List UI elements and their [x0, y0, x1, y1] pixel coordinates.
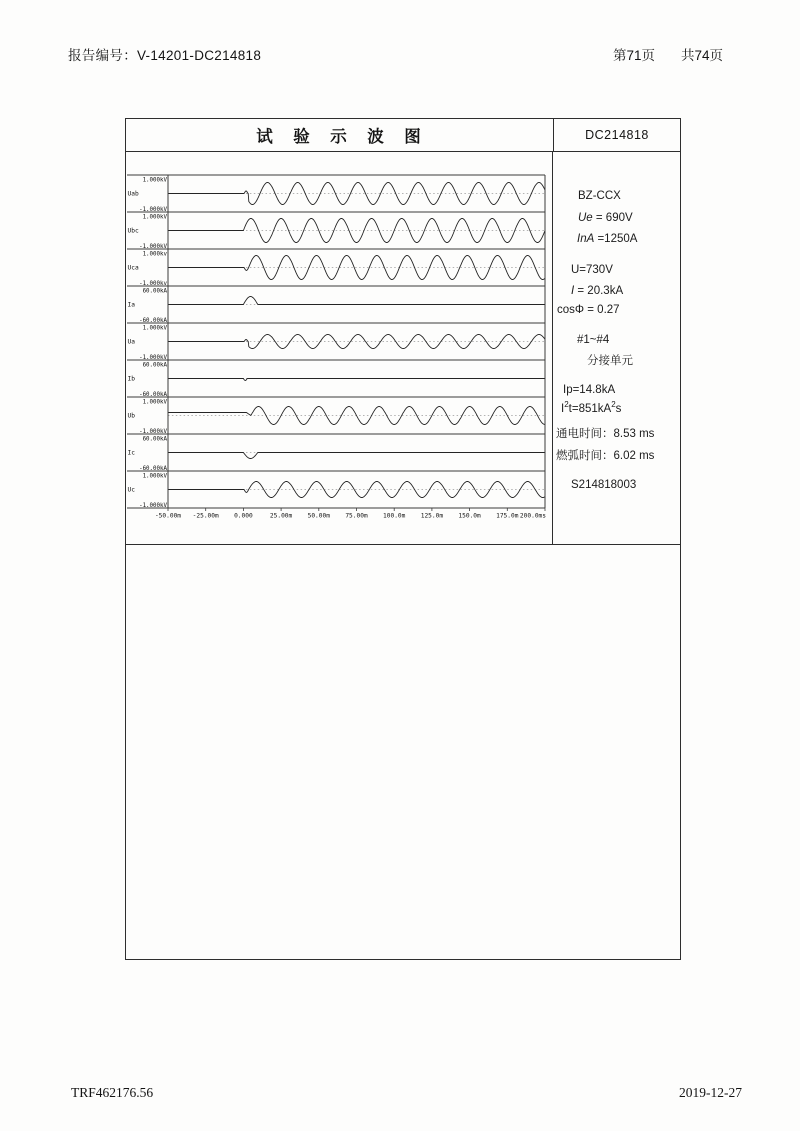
- parameter-line: [557, 304, 620, 316]
- scale-top-label: 60.00kA: [142, 436, 167, 443]
- scale-top-label: 1.000kV: [142, 325, 167, 332]
- channel-name-label: Ia: [127, 301, 135, 309]
- report-number: 报告编号：V-14201-DC214818: [68, 48, 262, 63]
- scale-bottom-label: -1.000kv: [139, 280, 167, 287]
- scale-top-label: 1.000kv: [142, 251, 167, 258]
- channel-name-label: Ubc: [127, 227, 139, 235]
- parameter-text: = 20.3kA: [574, 285, 624, 297]
- parameter-line: [578, 190, 621, 202]
- parameter-text: s: [615, 403, 622, 415]
- parameter-line: [578, 212, 633, 224]
- oscillogram-section: [126, 152, 680, 545]
- parameter-text: S214818003: [571, 479, 637, 491]
- scale-bottom-label: -60.00kA: [139, 465, 167, 472]
- scale-bottom-label: -1.000kV: [139, 354, 167, 361]
- parameter-text: I: [571, 285, 575, 297]
- channel-name-label: Uc: [127, 486, 135, 494]
- parameter-line: [571, 285, 623, 297]
- test-code: [553, 119, 680, 151]
- parameter-line: [556, 447, 654, 463]
- scale-top-label: 60.00kA: [142, 362, 167, 369]
- parameter-text: InA: [577, 233, 595, 245]
- parameter-text: =1250A: [594, 233, 638, 245]
- parameter-text: 燃弧时间：6.02 ms: [556, 450, 655, 462]
- scale-top-label: 1.000kV: [142, 473, 167, 480]
- parameter-line: [577, 233, 637, 245]
- x-tick-label: -50.00m: [154, 512, 182, 520]
- parameter-text: Ip=14.8kA: [563, 384, 616, 396]
- scale-bottom-label: -60.00kA: [139, 317, 167, 324]
- parameter-line: [587, 352, 633, 368]
- waveform-trace-Ib: [168, 379, 545, 381]
- parameter-text: 分接单元: [587, 355, 633, 367]
- test-code-text: DC214818: [585, 128, 649, 142]
- parameter-text: I: [561, 403, 565, 415]
- channel-name-label: Ua: [127, 338, 135, 346]
- waveform-trace-Ia: [168, 297, 545, 305]
- scale-bottom-label: -1.000kV: [139, 243, 167, 250]
- channel-name-label: Uca: [127, 264, 139, 272]
- scale-bottom-label: -1.000kV: [139, 502, 167, 509]
- scope-plot-area: [126, 152, 552, 544]
- oscillogram-frame: [125, 118, 681, 960]
- test-parameters-panel: [552, 152, 680, 544]
- x-tick-label: 75.00m: [345, 512, 368, 520]
- x-tick-label: 150.0m: [458, 512, 481, 520]
- title-row: [126, 119, 680, 152]
- scale-top-label: 1.000kV: [142, 214, 167, 221]
- parameter-text: 2: [611, 400, 616, 410]
- parameter-text: 通电时间：8.53 ms: [556, 428, 655, 440]
- chart-title-text: 试 验 示 波 图: [256, 128, 423, 146]
- x-tick-label: 175.0m: [496, 512, 519, 520]
- parameter-line: [577, 334, 609, 346]
- parameter-line: [563, 384, 615, 396]
- channel-name-label: Ic: [127, 449, 135, 457]
- channel-name-label: Uab: [127, 190, 139, 198]
- parameter-text: 2: [564, 400, 569, 410]
- x-tick-label: 0.000: [234, 512, 253, 520]
- scale-top-label: 1.000kV: [142, 399, 167, 406]
- blank-area: [126, 545, 680, 959]
- x-tick-label: 200.0ms: [519, 512, 546, 520]
- parameter-text: BZ-CCX: [578, 190, 621, 202]
- channel-name-label: Ub: [127, 412, 135, 420]
- x-tick-label: -25.00m: [192, 512, 219, 520]
- parameter-line: [571, 479, 636, 491]
- parameter-text: t=851kA: [568, 403, 612, 415]
- x-tick-label: 25.00m: [269, 512, 293, 520]
- channel-name-label: Ib: [127, 375, 135, 383]
- parameter-line: [556, 425, 654, 441]
- parameter-text: #1~#4: [577, 334, 610, 346]
- scale-bottom-label: -60.00kA: [139, 391, 167, 398]
- footer-trf-number: TRF462176.56: [71, 1085, 154, 1100]
- x-tick-label: 50.00m: [307, 512, 330, 520]
- page-number-total: 共74页: [681, 48, 724, 63]
- parameter-text: = 690V: [592, 212, 633, 224]
- parameter-text: U=730V: [571, 264, 613, 276]
- footer-date: 2019-12-27: [679, 1085, 742, 1100]
- scale-bottom-label: -1.000kV: [139, 428, 167, 435]
- parameter-line: [571, 264, 613, 276]
- scale-bottom-label: -1.000kV: [139, 206, 167, 213]
- x-tick-label: 125.0m: [420, 512, 444, 520]
- parameter-text: Ue: [578, 212, 593, 224]
- page-number-current: 第71页: [613, 48, 656, 63]
- scale-top-label: 1.000kV: [142, 177, 167, 184]
- x-tick-label: 100.0m: [383, 512, 406, 520]
- chart-title: [126, 119, 553, 151]
- scale-top-label: 60.00kA: [142, 288, 167, 295]
- parameter-text: cosΦ = 0.27: [557, 304, 620, 316]
- parameter-line: [561, 400, 622, 415]
- oscillogram-svg: [127, 170, 549, 524]
- waveform-trace-Ic: [168, 453, 545, 459]
